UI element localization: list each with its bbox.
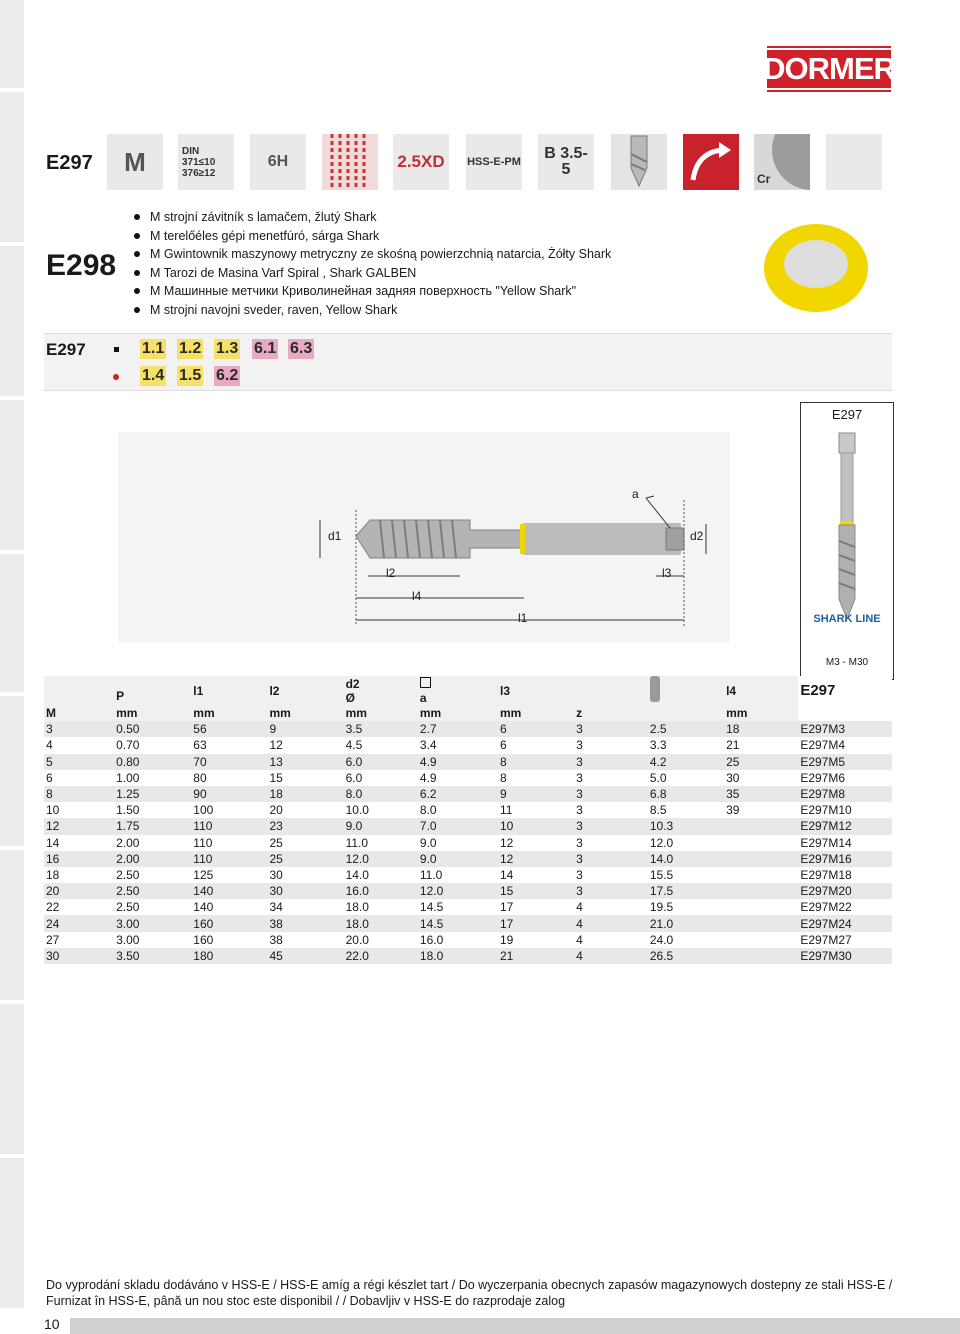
table-cell: 10 xyxy=(498,818,574,834)
table-cell xyxy=(724,835,798,851)
table-cell: 100 xyxy=(191,802,267,818)
unit-cell: mm xyxy=(114,705,191,721)
table-cell: 2.50 xyxy=(114,899,191,915)
table-cell: 39 xyxy=(724,802,798,818)
table-cell: 11.0 xyxy=(344,835,418,851)
table-cell: 27 xyxy=(44,932,114,948)
table-cell: 0.80 xyxy=(114,754,191,770)
table-cell: 2.5 xyxy=(648,721,724,737)
dim-label-d1: d1 xyxy=(328,529,342,543)
table-cell: E297M27 xyxy=(798,932,892,948)
yellow-ring-icon xyxy=(760,220,872,316)
table-row xyxy=(44,737,892,753)
tap-vertical-icon xyxy=(829,431,865,621)
header-a: a xyxy=(418,676,498,705)
table-row xyxy=(44,818,892,834)
table-cell: 140 xyxy=(191,899,267,915)
table-cell: 24 xyxy=(44,915,114,931)
table-cell: 21 xyxy=(498,948,574,964)
spiral-point-icon xyxy=(611,134,667,190)
table-cell: 14 xyxy=(44,835,114,851)
grade-label: E297 xyxy=(46,340,86,359)
tap-technical-drawing xyxy=(310,480,720,630)
table-cell: 12 xyxy=(498,835,574,851)
table-cell: 3 xyxy=(574,754,648,770)
table-row xyxy=(44,786,892,802)
table-cell: 4.5 xyxy=(344,737,418,753)
unit-cell: mm xyxy=(498,705,574,721)
description-item: M terelőéles gépi menetfúró, sárga Shark xyxy=(130,227,611,246)
grade-chip-1-2: 1.2 xyxy=(179,340,202,357)
table-cell: 8 xyxy=(498,770,574,786)
page-edge-strip xyxy=(0,1158,24,1308)
table-cell: 140 xyxy=(191,883,267,899)
chamfer-b-icon: B 3.5-5 xyxy=(538,134,594,190)
table-cell: 14.0 xyxy=(344,867,418,883)
table-cell: 7.0 xyxy=(418,818,498,834)
size-range-label: M3 - M30 xyxy=(825,657,869,668)
table-cell: 8 xyxy=(44,786,114,802)
table-cell: 14.0 xyxy=(648,851,724,867)
table-cell: 63 xyxy=(191,737,267,753)
table-cell: 4 xyxy=(574,948,648,964)
table-cell: E297M14 xyxy=(798,835,892,851)
header-d2: d2 Ø xyxy=(344,676,418,705)
page-edge-strip xyxy=(0,554,24,692)
table-cell: 13 xyxy=(267,754,343,770)
table-cell: 70 xyxy=(191,754,267,770)
table-cell: 3.00 xyxy=(114,932,191,948)
table-cell: 6.0 xyxy=(344,754,418,770)
table-cell: 3 xyxy=(574,867,648,883)
table-cell: 21.0 xyxy=(648,915,724,931)
unit-cell: mm xyxy=(191,705,267,721)
din-standard-icon: DIN 371≤10 376≥12 xyxy=(178,134,234,190)
table-cell: 20 xyxy=(44,883,114,899)
dim-label-l3: l3 xyxy=(662,566,672,580)
table-cell: E297M4 xyxy=(798,737,892,753)
table-cell: E297M3 xyxy=(798,721,892,737)
table-cell: E297M24 xyxy=(798,915,892,931)
table-cell xyxy=(724,948,798,964)
table-cell: 3 xyxy=(574,802,648,818)
bottom-bar xyxy=(70,1318,960,1334)
unit-cell: M xyxy=(44,705,114,721)
header-l1: l1 xyxy=(191,676,267,705)
grade-chip-1-4: 1.4 xyxy=(142,367,165,384)
table-cell: E297M10 xyxy=(798,802,892,818)
dormer-logo: DORMER xyxy=(767,46,891,92)
table-cell: 30 xyxy=(44,948,114,964)
table-cell: 1.75 xyxy=(114,818,191,834)
table-cell: 2.7 xyxy=(418,721,498,737)
table-cell: E297M5 xyxy=(798,754,892,770)
table-cell: 18.0 xyxy=(418,948,498,964)
table-cell: 25 xyxy=(267,835,343,851)
grade-chip-1-3: 1.3 xyxy=(216,340,239,357)
header-cell xyxy=(44,676,114,705)
header-l2: l2 xyxy=(267,676,343,705)
unit-cell xyxy=(648,705,724,721)
table-cell: 45 xyxy=(267,948,343,964)
table-cell: 3.5 xyxy=(344,721,418,737)
product-code-e298: E298 xyxy=(46,249,117,282)
dim-label-d2: d2 xyxy=(690,529,704,543)
table-row xyxy=(44,915,892,931)
table-cell: 8 xyxy=(498,754,574,770)
table-row xyxy=(44,899,892,915)
secondary-dot-bullet xyxy=(113,374,119,380)
table-row xyxy=(44,754,892,770)
table-cell: 19 xyxy=(498,932,574,948)
primary-square-bullet xyxy=(114,347,119,352)
table-cell: 90 xyxy=(191,786,267,802)
table-cell: 3.00 xyxy=(114,915,191,931)
header-l4: l4 xyxy=(724,676,798,705)
unit-cell: mm xyxy=(344,705,418,721)
table-cell: 15 xyxy=(267,770,343,786)
table-cell: 17 xyxy=(498,899,574,915)
table-cell: E297M18 xyxy=(798,867,892,883)
table-cell: 14 xyxy=(498,867,574,883)
side-box-title: E297 xyxy=(831,407,863,422)
table-cell: 3 xyxy=(574,835,648,851)
table-cell: 18 xyxy=(267,786,343,802)
unit-cell: mm xyxy=(267,705,343,721)
table-cell: 15 xyxy=(498,883,574,899)
table-cell: 3 xyxy=(574,851,648,867)
metric-thread-icon: M xyxy=(107,134,163,190)
table-cell: 23 xyxy=(267,818,343,834)
header-p: P xyxy=(114,676,191,705)
page-number: 10 xyxy=(44,1316,60,1332)
blank-feature-icon xyxy=(826,134,882,190)
square-size-icon xyxy=(420,677,431,688)
table-cell: 12.0 xyxy=(648,835,724,851)
table-cell: 8.5 xyxy=(648,802,724,818)
table-cell: 5 xyxy=(44,754,114,770)
table-cell: 1.25 xyxy=(114,786,191,802)
table-cell: 26.5 xyxy=(648,948,724,964)
table-cell: 16.0 xyxy=(418,932,498,948)
table-cell: 160 xyxy=(191,915,267,931)
table-cell: 8.0 xyxy=(344,786,418,802)
dim-label-l2: l2 xyxy=(386,566,396,580)
table-cell: 0.70 xyxy=(114,737,191,753)
table-cell xyxy=(724,818,798,834)
table-cell: 11 xyxy=(498,802,574,818)
table-row xyxy=(44,770,892,786)
header-z xyxy=(574,676,648,705)
table-cell: 25 xyxy=(724,754,798,770)
dim-label-a: a xyxy=(632,487,639,501)
table-cell: 18 xyxy=(724,721,798,737)
table-cell: 4 xyxy=(574,915,648,931)
table-cell: 24.0 xyxy=(648,932,724,948)
table-cell: 19.5 xyxy=(648,899,724,915)
table-cell xyxy=(724,932,798,948)
page-edge-strip xyxy=(0,246,24,396)
page-edge-strip xyxy=(0,696,24,846)
table-row xyxy=(44,835,892,851)
header-code: E297 xyxy=(798,676,892,705)
table-cell: 9.0 xyxy=(418,851,498,867)
table-cell: 3 xyxy=(574,737,648,753)
table-cell: 4.2 xyxy=(648,754,724,770)
table-cell: 12 xyxy=(267,737,343,753)
table-cell: 8.0 xyxy=(418,802,498,818)
table-cell: 3.3 xyxy=(648,737,724,753)
page-edge-strip xyxy=(0,0,24,88)
table-cell: E297M22 xyxy=(798,899,892,915)
grade-chip-6-1: 6.1 xyxy=(254,340,277,357)
table-cell: 18.0 xyxy=(344,915,418,931)
product-code-e297: E297 xyxy=(46,152,93,174)
table-cell: 35 xyxy=(724,786,798,802)
grade-chip-1-5: 1.5 xyxy=(179,367,202,384)
thread-form-icon xyxy=(322,134,378,190)
table-cell: 9.0 xyxy=(418,835,498,851)
table-cell: 6 xyxy=(498,737,574,753)
table-cell: E297M20 xyxy=(798,883,892,899)
table-cell: 22.0 xyxy=(344,948,418,964)
table-cell: 3 xyxy=(574,721,648,737)
table-row xyxy=(44,851,892,867)
table-cell: 10.0 xyxy=(344,802,418,818)
table-cell: 4 xyxy=(574,899,648,915)
table-cell: 125 xyxy=(191,867,267,883)
table-cell: 180 xyxy=(191,948,267,964)
table-cell: 12 xyxy=(44,818,114,834)
table-cell: 2.50 xyxy=(114,883,191,899)
table-cell: 6.2 xyxy=(418,786,498,802)
table-header-row xyxy=(44,676,892,705)
table-cell: 110 xyxy=(191,851,267,867)
table-cell: 10 xyxy=(44,802,114,818)
table-cell: 6 xyxy=(44,770,114,786)
table-cell: 3 xyxy=(574,818,648,834)
dim-label-l4: l4 xyxy=(412,589,422,603)
page-edge-strip xyxy=(0,92,24,242)
table-unit-row xyxy=(44,705,892,721)
table-cell: 3 xyxy=(44,721,114,737)
grade-chip-6-2: 6.2 xyxy=(216,367,239,384)
description-item: M Gwintownik maszynowy metryczny ze skośną powierzchnią natarcia, Żółty Shark xyxy=(130,245,611,264)
table-cell: 3 xyxy=(574,786,648,802)
table-cell: 110 xyxy=(191,835,267,851)
table-cell: E297M30 xyxy=(798,948,892,964)
table-cell: 38 xyxy=(267,932,343,948)
table-cell: 12.0 xyxy=(418,883,498,899)
spec-table-body xyxy=(44,721,892,964)
table-row xyxy=(44,932,892,948)
table-cell: E297M12 xyxy=(798,818,892,834)
table-row xyxy=(44,883,892,899)
footer-note: Do vyprodání skladu dodáváno v HSS-E / HSS-E amíg a régi készlet tart / Do wyczerpania obecnych zapasów magazynowych dostepny ze stali HSS-E / Furnizat în HSS-E, până un nou stoc este disponibil / / Dobavljiv v HSS-E do razprodaje zalog xyxy=(46,1278,893,1308)
table-cell: 16 xyxy=(44,851,114,867)
table-cell: 4 xyxy=(574,932,648,948)
description-item: M Машинные метчики Криволинейная задняя поверхность "Yellow Shark" xyxy=(130,282,611,301)
table-cell: 2.50 xyxy=(114,867,191,883)
depth-2-5xd-icon: 2.5XD xyxy=(393,134,449,190)
table-cell: 3.50 xyxy=(114,948,191,964)
description-list xyxy=(130,208,611,319)
table-cell: 5.0 xyxy=(648,770,724,786)
table-cell: 1.50 xyxy=(114,802,191,818)
table-cell: 9.0 xyxy=(344,818,418,834)
table-cell: 6.0 xyxy=(344,770,418,786)
page-edge-strip xyxy=(0,1004,24,1154)
table-cell: 6 xyxy=(498,721,574,737)
grade-chip-1-1: 1.1 xyxy=(142,340,165,357)
table-cell xyxy=(724,867,798,883)
table-cell: 11.0 xyxy=(418,867,498,883)
table-cell: 16.0 xyxy=(344,883,418,899)
table-cell: 6.8 xyxy=(648,786,724,802)
table-cell: 21 xyxy=(724,737,798,753)
table-cell xyxy=(724,899,798,915)
description-item: M strojni navojni sveder, raven, Yellow Shark xyxy=(130,301,611,320)
table-cell: E297M6 xyxy=(798,770,892,786)
table-cell: 2.00 xyxy=(114,835,191,851)
table-cell: 30 xyxy=(267,883,343,899)
table-cell: 4.9 xyxy=(418,754,498,770)
table-cell: 14.5 xyxy=(418,899,498,915)
table-cell: 30 xyxy=(267,867,343,883)
table-row xyxy=(44,802,892,818)
table-cell: 17.5 xyxy=(648,883,724,899)
material-grade-bar xyxy=(44,333,892,391)
shark-line-logo: SHARK LINE xyxy=(813,613,881,625)
drill-bit-icon xyxy=(650,676,660,702)
table-cell: 18.0 xyxy=(344,899,418,915)
description-item: M Tarozi de Masina Varf Spiral , Shark GALBEN xyxy=(130,264,611,283)
table-cell: 3 xyxy=(574,770,648,786)
chrome-coating-icon: Cr xyxy=(754,134,810,190)
table-cell: 110 xyxy=(191,818,267,834)
table-cell: 18 xyxy=(44,867,114,883)
table-cell: 30 xyxy=(724,770,798,786)
table-cell: 4 xyxy=(44,737,114,753)
page-edge-strip xyxy=(0,850,24,1000)
table-cell: 15.5 xyxy=(648,867,724,883)
table-cell xyxy=(724,851,798,867)
table-cell: 9 xyxy=(498,786,574,802)
table-cell: 12.0 xyxy=(344,851,418,867)
table-cell: 0.50 xyxy=(114,721,191,737)
hss-e-pm-icon: HSS-E-PM xyxy=(466,134,522,190)
table-cell: 1.00 xyxy=(114,770,191,786)
table-cell: 3 xyxy=(574,883,648,899)
table-cell: 56 xyxy=(191,721,267,737)
table-row xyxy=(44,867,892,883)
table-cell: 3.4 xyxy=(418,737,498,753)
table-cell: 14.5 xyxy=(418,915,498,931)
table-cell xyxy=(724,915,798,931)
table-cell xyxy=(724,883,798,899)
table-cell: 38 xyxy=(267,915,343,931)
header-drill xyxy=(648,676,724,705)
page-edge-strip xyxy=(0,400,24,550)
table-cell: 22 xyxy=(44,899,114,915)
table-cell: E297M8 xyxy=(798,786,892,802)
table-cell: 12 xyxy=(498,851,574,867)
table-cell: 34 xyxy=(267,899,343,915)
table-row xyxy=(44,948,892,964)
table-cell: 20 xyxy=(267,802,343,818)
grade-chip-6-3: 6.3 xyxy=(290,340,313,357)
table-cell: 25 xyxy=(267,851,343,867)
header-l3: l3 xyxy=(498,676,574,705)
product-side-box xyxy=(800,402,894,680)
unit-cell xyxy=(798,705,892,721)
table-cell: 80 xyxy=(191,770,267,786)
unit-cell: mm xyxy=(418,705,498,721)
table-cell: 4.9 xyxy=(418,770,498,786)
tolerance-6h-icon: 6H xyxy=(250,134,306,190)
table-cell: E297M16 xyxy=(798,851,892,867)
through-hole-arrow-icon xyxy=(683,134,739,190)
table-cell: 10.3 xyxy=(648,818,724,834)
description-item: M strojní závitník s lamačem, žlutý Shark xyxy=(130,208,611,227)
spec-table xyxy=(44,676,892,964)
unit-cell: mm xyxy=(724,705,798,721)
table-cell: 160 xyxy=(191,932,267,948)
table-cell: 20.0 xyxy=(344,932,418,948)
table-cell: 2.00 xyxy=(114,851,191,867)
dim-label-l1: l1 xyxy=(518,611,528,625)
unit-cell: z xyxy=(574,705,648,721)
table-cell: 9 xyxy=(267,721,343,737)
table-cell: 17 xyxy=(498,915,574,931)
table-row xyxy=(44,721,892,737)
